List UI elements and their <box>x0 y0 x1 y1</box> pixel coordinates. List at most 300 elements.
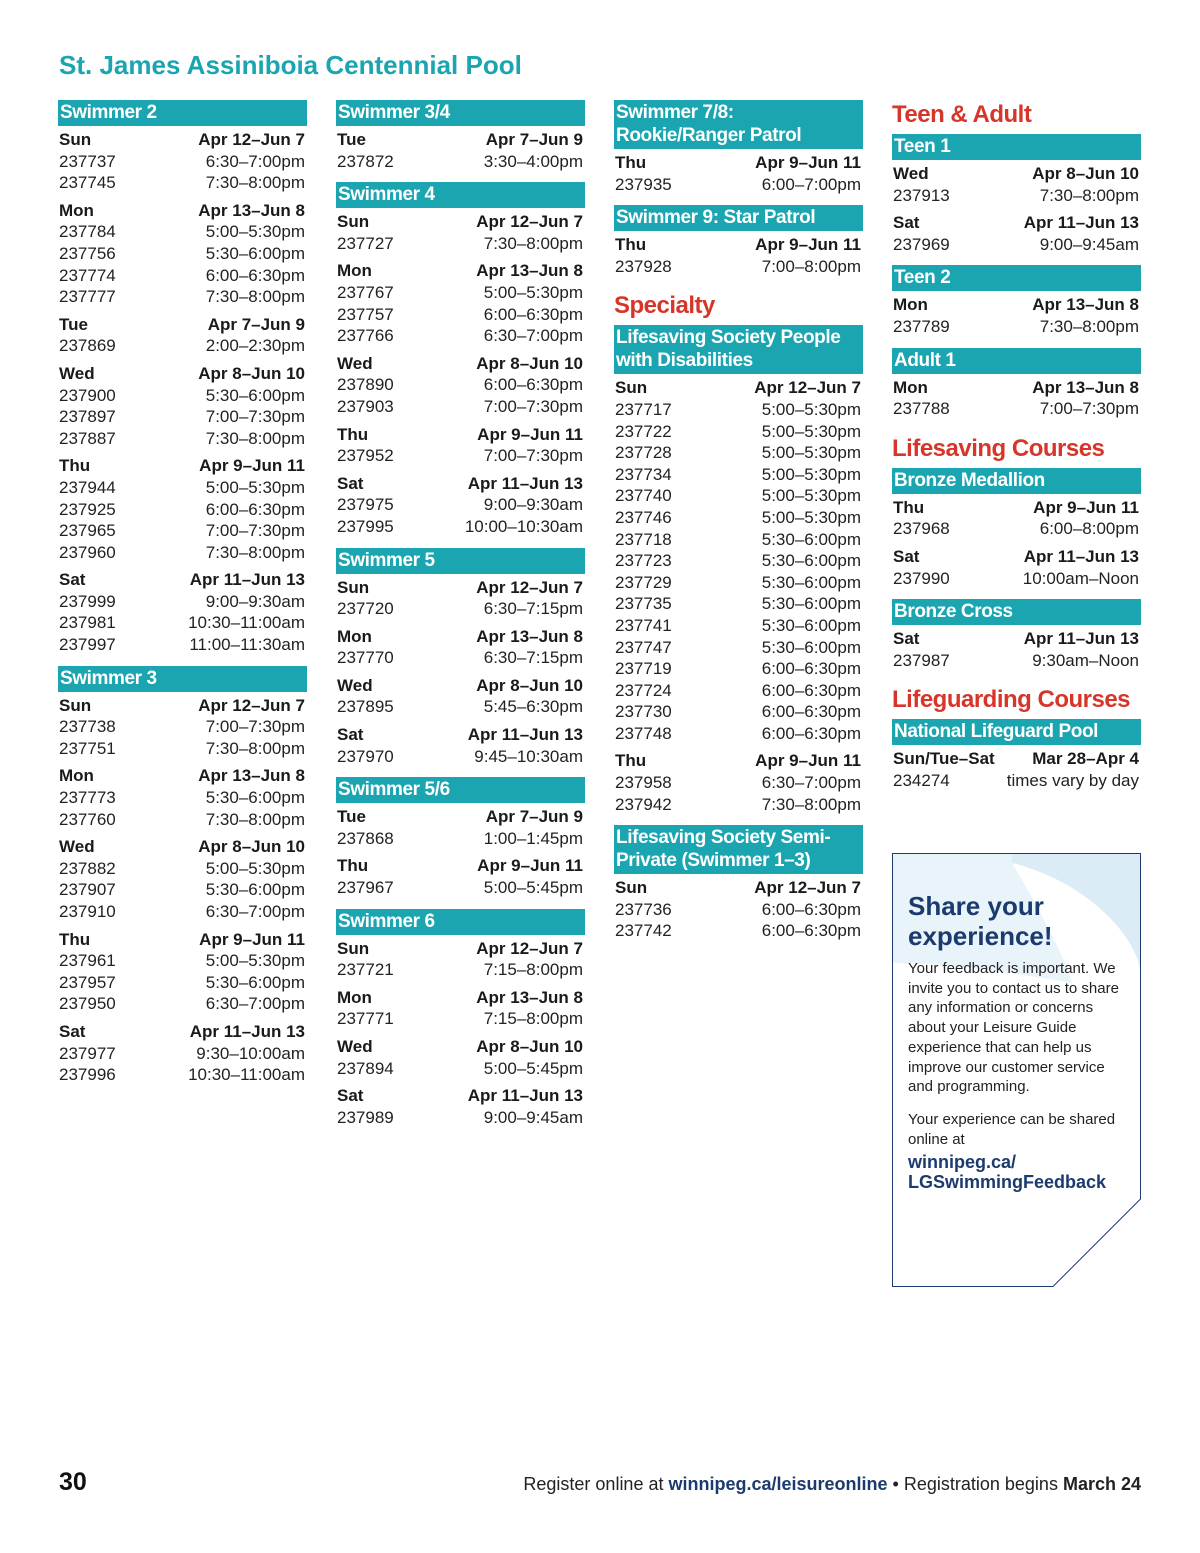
session-day: Sat <box>337 473 364 493</box>
course-code: 237745 <box>59 173 116 193</box>
session-group <box>336 626 585 669</box>
course-code: 237728 <box>615 443 672 463</box>
session-group <box>614 877 863 942</box>
course-code: 237757 <box>337 304 394 324</box>
session-day: Mon <box>893 295 928 315</box>
session-group <box>58 314 307 357</box>
program-block <box>336 909 585 1129</box>
page-number: 30 <box>59 1468 87 1496</box>
session-day: Tue <box>337 807 366 827</box>
session-row <box>892 650 1141 672</box>
session-group <box>58 129 307 194</box>
session-row <box>58 634 307 656</box>
category-heading: Teen & Adult <box>892 101 1032 128</box>
category-heading: Lifeguarding Courses <box>892 686 1131 714</box>
program-block <box>892 265 1141 337</box>
program-block <box>336 777 585 898</box>
feedback-link-line-2[interactable]: LGSwimmingFeedback <box>908 1171 1107 1192</box>
session-row <box>614 772 863 794</box>
session-time: 5:45–6:30pm <box>483 697 583 717</box>
course-code: 237771 <box>337 1009 394 1029</box>
course-code: 237890 <box>337 375 394 395</box>
program-header: Teen 2 <box>892 265 1141 291</box>
session-time: times vary by day <box>1006 770 1139 790</box>
session-group <box>336 938 585 981</box>
session-time: 7:15–8:00pm <box>483 960 583 980</box>
session-row <box>58 477 307 499</box>
session-day: Thu <box>337 424 369 444</box>
column-4 <box>892 100 1141 792</box>
course-code: 237895 <box>337 697 394 717</box>
session-header <box>58 314 307 336</box>
session-row <box>614 572 863 594</box>
session-header <box>336 626 585 648</box>
session-time: 10:30–11:00am <box>188 1065 305 1085</box>
session-row <box>58 787 307 809</box>
feedback-body: Your feedback is important. We invite you to contact us to share any information or concerns about your Leisure Guide experience that can help us improve our customer service and programming. <box>908 960 1119 1096</box>
session-time: 7:00–7:30pm <box>1039 399 1139 419</box>
session-header <box>336 987 585 1009</box>
session-row <box>614 794 863 816</box>
session-row <box>614 550 863 572</box>
footer-date: March 24 <box>1062 1474 1141 1494</box>
course-code: 237958 <box>615 773 672 793</box>
column-1 <box>58 100 307 1086</box>
session-row <box>58 591 307 613</box>
course-code: 237960 <box>59 542 116 562</box>
session-time: 6:00–8:00pm <box>1039 519 1139 539</box>
session-time: 5:30–6:00pm <box>761 594 861 614</box>
session-dates: Apr 12–Jun 7 <box>754 878 861 898</box>
session-time: 5:30–6:00pm <box>205 788 305 808</box>
session-dates: Apr 11–Jun 13 <box>1023 546 1139 566</box>
session-row <box>58 172 307 194</box>
session-day: Sat <box>59 1021 86 1041</box>
session-time: 7:30–8:00pm <box>761 794 861 814</box>
session-header <box>58 1021 307 1043</box>
session-day: Sun <box>337 938 370 958</box>
course-code: 237723 <box>615 551 672 571</box>
session-group <box>892 163 1141 206</box>
session-row <box>336 647 585 669</box>
session-header <box>336 1085 585 1107</box>
session-row <box>614 680 863 702</box>
category-heading: Lifesaving Courses <box>892 434 1105 462</box>
session-day: Mon <box>893 377 928 397</box>
session-day: Thu <box>59 929 91 949</box>
session-time: 5:30–6:00pm <box>761 615 861 635</box>
session-day: Thu <box>615 751 647 771</box>
session-time: 5:00–5:30pm <box>205 222 305 242</box>
feedback-title: Share your experience! <box>908 891 1053 951</box>
course-code: 237942 <box>615 794 672 814</box>
course-code: 237894 <box>337 1058 394 1078</box>
program-block <box>614 100 863 195</box>
session-dates: Apr 9–Jun 11 <box>755 751 861 771</box>
session-row <box>58 1064 307 1086</box>
session-time: 10:30–11:00am <box>188 613 305 633</box>
footer-link[interactable]: winnipeg.ca/leisureonline <box>668 1474 888 1494</box>
session-day: Thu <box>615 153 647 172</box>
session-group <box>58 695 307 760</box>
course-code: 237777 <box>59 287 116 307</box>
session-time: 7:30–8:00pm <box>205 809 305 829</box>
session-row <box>614 399 863 421</box>
session-time: 9:45–10:30am <box>474 746 583 766</box>
session-dates: Apr 7–Jun 9 <box>485 130 583 149</box>
session-row <box>614 442 863 464</box>
session-day: Mon <box>59 200 94 220</box>
session-dates: Apr 8–Jun 10 <box>198 837 305 857</box>
session-group <box>336 675 585 718</box>
course-code: 237869 <box>59 336 116 356</box>
session-dates: Apr 11–Jun 13 <box>467 725 583 745</box>
session-day: Sun <box>59 130 92 149</box>
session-dates: Apr 13–Jun 8 <box>476 261 583 281</box>
session-dates: Apr 8–Jun 10 <box>476 675 583 695</box>
session-time: 6:30–7:00pm <box>205 994 305 1014</box>
course-code: 237872 <box>337 151 394 171</box>
program-header: Swimmer 3 <box>58 666 307 692</box>
column-2 <box>336 100 585 1128</box>
feedback-link[interactable] <box>908 1153 1133 1192</box>
session-row <box>336 151 585 173</box>
session-dates: Apr 11–Jun 13 <box>189 1021 305 1041</box>
session-dates: Apr 11–Jun 13 <box>1023 629 1139 649</box>
session-dates: Apr 12–Jun 7 <box>198 695 305 715</box>
program-block <box>614 825 863 942</box>
session-time: 7:00–7:30pm <box>483 396 583 416</box>
session-header <box>892 628 1141 650</box>
session-time: 10:00am–Noon <box>1022 568 1139 588</box>
session-row <box>58 151 307 173</box>
session-group <box>58 765 307 830</box>
session-group <box>892 377 1141 420</box>
session-time: 7:15–8:00pm <box>483 1009 583 1029</box>
course-code: 237987 <box>893 650 950 670</box>
session-header <box>336 424 585 446</box>
session-group <box>336 129 585 172</box>
course-code: 237789 <box>893 316 950 336</box>
session-row <box>58 1043 307 1065</box>
session-group <box>892 628 1141 671</box>
program-header: Lifesaving Society People with Disabilities <box>614 325 863 374</box>
session-header <box>58 129 307 151</box>
session-time: 6:00–6:30pm <box>205 499 305 519</box>
session-time: 5:00–5:30pm <box>483 282 583 302</box>
session-row <box>58 406 307 428</box>
session-row <box>892 568 1141 590</box>
program-header: Swimmer 2 <box>58 100 307 126</box>
course-code: 237969 <box>893 234 950 254</box>
session-dates: Apr 13–Jun 8 <box>198 766 305 786</box>
session-dates: Apr 8–Jun 10 <box>198 363 305 383</box>
session-header <box>336 353 585 375</box>
session-header <box>58 455 307 477</box>
session-row <box>336 959 585 981</box>
session-dates: Apr 11–Jun 13 <box>189 570 305 590</box>
session-day: Sat <box>893 213 920 233</box>
session-header <box>892 748 1141 770</box>
session-header <box>336 1036 585 1058</box>
course-code: 237913 <box>893 185 950 205</box>
program-header: Swimmer 5/6 <box>336 777 585 803</box>
session-row <box>614 637 863 659</box>
program-header: Swimmer 5 <box>336 548 585 574</box>
program-block <box>614 325 863 815</box>
session-day: Sat <box>337 1086 364 1106</box>
session-dates: Apr 9–Jun 11 <box>755 153 861 172</box>
session-row <box>336 598 585 620</box>
session-row <box>58 950 307 972</box>
course-code: 237935 <box>615 174 672 194</box>
course-code: 237903 <box>337 396 394 416</box>
session-row <box>336 1058 585 1080</box>
session-time: 11:00–11:30am <box>189 635 305 655</box>
session-dates: Apr 7–Jun 9 <box>207 314 305 334</box>
program-header: Swimmer 4 <box>336 182 585 208</box>
session-time: 6:00–6:30pm <box>761 702 861 722</box>
session-dates: Apr 8–Jun 10 <box>476 353 583 373</box>
session-day: Sat <box>893 629 920 649</box>
session-dates: Apr 7–Jun 9 <box>485 807 583 827</box>
session-header <box>336 855 585 877</box>
session-group <box>336 1085 585 1128</box>
course-code: 237760 <box>59 809 116 829</box>
session-group <box>614 234 863 277</box>
session-day: Mon <box>337 626 372 646</box>
course-code: 237970 <box>337 746 394 766</box>
session-time: 5:00–5:30pm <box>761 507 861 527</box>
session-day: Wed <box>893 164 929 183</box>
session-time: 5:00–5:30pm <box>761 486 861 506</box>
session-time: 9:00–9:45am <box>483 1107 583 1127</box>
session-group <box>58 455 307 563</box>
session-dates: Apr 12–Jun 7 <box>476 938 583 958</box>
session-header <box>336 724 585 746</box>
session-dates: Apr 9–Jun 11 <box>1033 497 1139 517</box>
session-row <box>336 696 585 718</box>
session-group <box>336 724 585 767</box>
session-time: 5:00–5:30pm <box>205 858 305 878</box>
session-group <box>336 260 585 346</box>
course-code: 237977 <box>59 1043 116 1063</box>
session-time: 6:30–7:00pm <box>483 326 583 346</box>
session-dates: Apr 13–Jun 8 <box>476 626 583 646</box>
course-code: 237774 <box>59 265 116 285</box>
session-time: 7:30–8:00pm <box>1039 316 1139 336</box>
session-header <box>336 806 585 828</box>
course-code: 237965 <box>59 521 116 541</box>
session-time: 6:00–6:30pm <box>761 659 861 679</box>
course-code: 237907 <box>59 880 116 900</box>
session-dates: Apr 12–Jun 7 <box>754 378 861 398</box>
session-dates: Apr 9–Jun 11 <box>477 856 583 876</box>
session-day: Sun <box>337 577 370 597</box>
session-day: Sun <box>337 212 370 232</box>
program-header: Adult 1 <box>892 348 1141 374</box>
session-day: Mon <box>59 766 94 786</box>
session-header <box>58 836 307 858</box>
course-code: 237996 <box>59 1065 116 1085</box>
session-dates: Apr 8–Jun 10 <box>476 1037 583 1056</box>
session-day: Thu <box>615 235 647 255</box>
session-day: Wed <box>59 363 95 383</box>
session-row <box>58 428 307 450</box>
course-code: 237952 <box>337 446 394 466</box>
course-code: 237967 <box>337 878 394 898</box>
session-day: Wed <box>59 837 95 857</box>
program-block <box>892 468 1141 589</box>
session-row <box>58 879 307 901</box>
session-row <box>614 174 863 196</box>
session-header <box>336 473 585 495</box>
course-code: 237734 <box>615 464 672 484</box>
session-time: 6:30–7:00pm <box>205 151 305 171</box>
program-header: Teen 1 <box>892 134 1141 160</box>
session-time: 7:00–7:30pm <box>205 717 305 737</box>
session-row <box>58 335 307 357</box>
session-row <box>58 542 307 564</box>
session-time: 3:30–4:00pm <box>483 151 583 171</box>
session-time: 6:00–6:30pm <box>483 375 583 395</box>
session-header <box>336 211 585 233</box>
session-dates: Apr 9–Jun 11 <box>477 424 583 444</box>
column-3 <box>614 100 863 942</box>
session-group <box>336 353 585 418</box>
session-time: 6:30–7:00pm <box>205 902 305 921</box>
session-dates: Apr 13–Jun 8 <box>1032 377 1139 397</box>
course-code: 237773 <box>59 788 116 808</box>
session-time: 5:30–6:00pm <box>761 551 861 571</box>
session-header <box>892 163 1141 185</box>
session-day: Sun/Tue–Sat <box>893 749 995 769</box>
course-code: 237730 <box>615 702 672 722</box>
session-time: 6:00–6:30pm <box>761 899 861 919</box>
session-row <box>336 494 585 516</box>
course-code: 237944 <box>59 477 116 497</box>
session-row <box>336 233 585 255</box>
session-header <box>336 260 585 282</box>
feedback-link-line-1[interactable]: winnipeg.ca/ <box>908 1152 1017 1172</box>
session-day: Thu <box>59 456 91 476</box>
session-day: Sun <box>615 878 648 898</box>
session-time: 5:30–6:00pm <box>205 972 305 992</box>
session-header <box>892 377 1141 399</box>
session-row <box>58 901 307 923</box>
session-time: 7:30–8:00pm <box>205 738 305 758</box>
session-row <box>336 445 585 467</box>
session-group <box>58 363 307 449</box>
session-row <box>336 282 585 304</box>
session-time: 7:30–8:00pm <box>1039 185 1139 205</box>
session-row <box>336 1008 585 1030</box>
session-group <box>336 806 585 849</box>
course-code: 237720 <box>337 599 394 619</box>
course-code: 237997 <box>59 635 116 655</box>
course-code: 237717 <box>615 399 672 419</box>
session-row <box>336 374 585 396</box>
session-row <box>58 612 307 634</box>
session-row <box>58 499 307 521</box>
session-group <box>336 987 585 1030</box>
session-row <box>58 243 307 265</box>
session-row <box>336 325 585 347</box>
session-time: 6:00–6:30pm <box>761 680 861 700</box>
course-code: 237722 <box>615 421 672 441</box>
session-time: 7:30–8:00pm <box>205 287 305 307</box>
session-header <box>336 938 585 960</box>
course-code: 237995 <box>337 516 394 536</box>
session-group <box>336 1036 585 1079</box>
session-row <box>614 507 863 529</box>
session-time: 7:30–8:00pm <box>205 428 305 448</box>
session-row <box>336 1107 585 1129</box>
session-group <box>892 497 1141 540</box>
course-code: 237748 <box>615 723 672 743</box>
session-dates: Apr 9–Jun 11 <box>755 235 861 255</box>
course-code: 237925 <box>59 499 116 519</box>
session-row <box>58 858 307 880</box>
session-row <box>892 518 1141 540</box>
session-group <box>58 200 307 308</box>
footer-middle: • Registration begins <box>887 1474 1063 1494</box>
program-header: Lifesaving Society Semi-Private (Swimmer 1–3) <box>614 825 863 874</box>
course-code: 237928 <box>615 256 672 276</box>
course-code: 237735 <box>615 594 672 614</box>
course-code: 237740 <box>615 486 672 506</box>
session-time: 5:00–5:45pm <box>483 878 583 898</box>
session-header <box>58 363 307 385</box>
session-time: 6:30–7:15pm <box>483 648 583 668</box>
program-block <box>336 182 585 537</box>
session-dates: Apr 12–Jun 7 <box>476 212 583 232</box>
course-code: 237746 <box>615 507 672 527</box>
session-time: 1:00–1:45pm <box>483 828 583 848</box>
session-header <box>336 675 585 697</box>
course-code: 237897 <box>59 407 116 427</box>
session-group <box>336 424 585 467</box>
session-row <box>336 304 585 326</box>
session-day: Sat <box>337 725 364 745</box>
session-dates: Apr 12–Jun 7 <box>476 577 583 597</box>
session-row <box>58 809 307 831</box>
session-row <box>892 185 1141 207</box>
session-day: Sun <box>615 378 648 398</box>
program-block <box>614 205 863 277</box>
session-time: 6:30–7:00pm <box>761 773 861 793</box>
program-block <box>892 719 1141 791</box>
session-group <box>58 1021 307 1086</box>
program-block <box>336 100 585 172</box>
session-dates: Apr 13–Jun 8 <box>476 987 583 1007</box>
session-group <box>892 212 1141 255</box>
page-title: St. James Assiniboia Centennial Pool <box>59 50 522 80</box>
session-time: 5:00–5:30pm <box>761 443 861 463</box>
session-dates: Apr 13–Jun 8 <box>198 200 305 220</box>
session-dates: Apr 9–Jun 11 <box>199 929 305 949</box>
session-time: 5:00–5:30pm <box>761 464 861 484</box>
session-header <box>614 877 863 899</box>
session-dates: Apr 11–Jun 13 <box>467 1086 583 1106</box>
session-header <box>892 497 1141 519</box>
session-time: 7:00–7:30pm <box>205 407 305 427</box>
session-day: Thu <box>893 497 925 517</box>
course-code: 237882 <box>59 858 116 878</box>
category-heading: Specialty <box>614 292 715 320</box>
session-time: 6:00–6:30pm <box>483 304 583 324</box>
course-code: 237999 <box>59 591 116 611</box>
